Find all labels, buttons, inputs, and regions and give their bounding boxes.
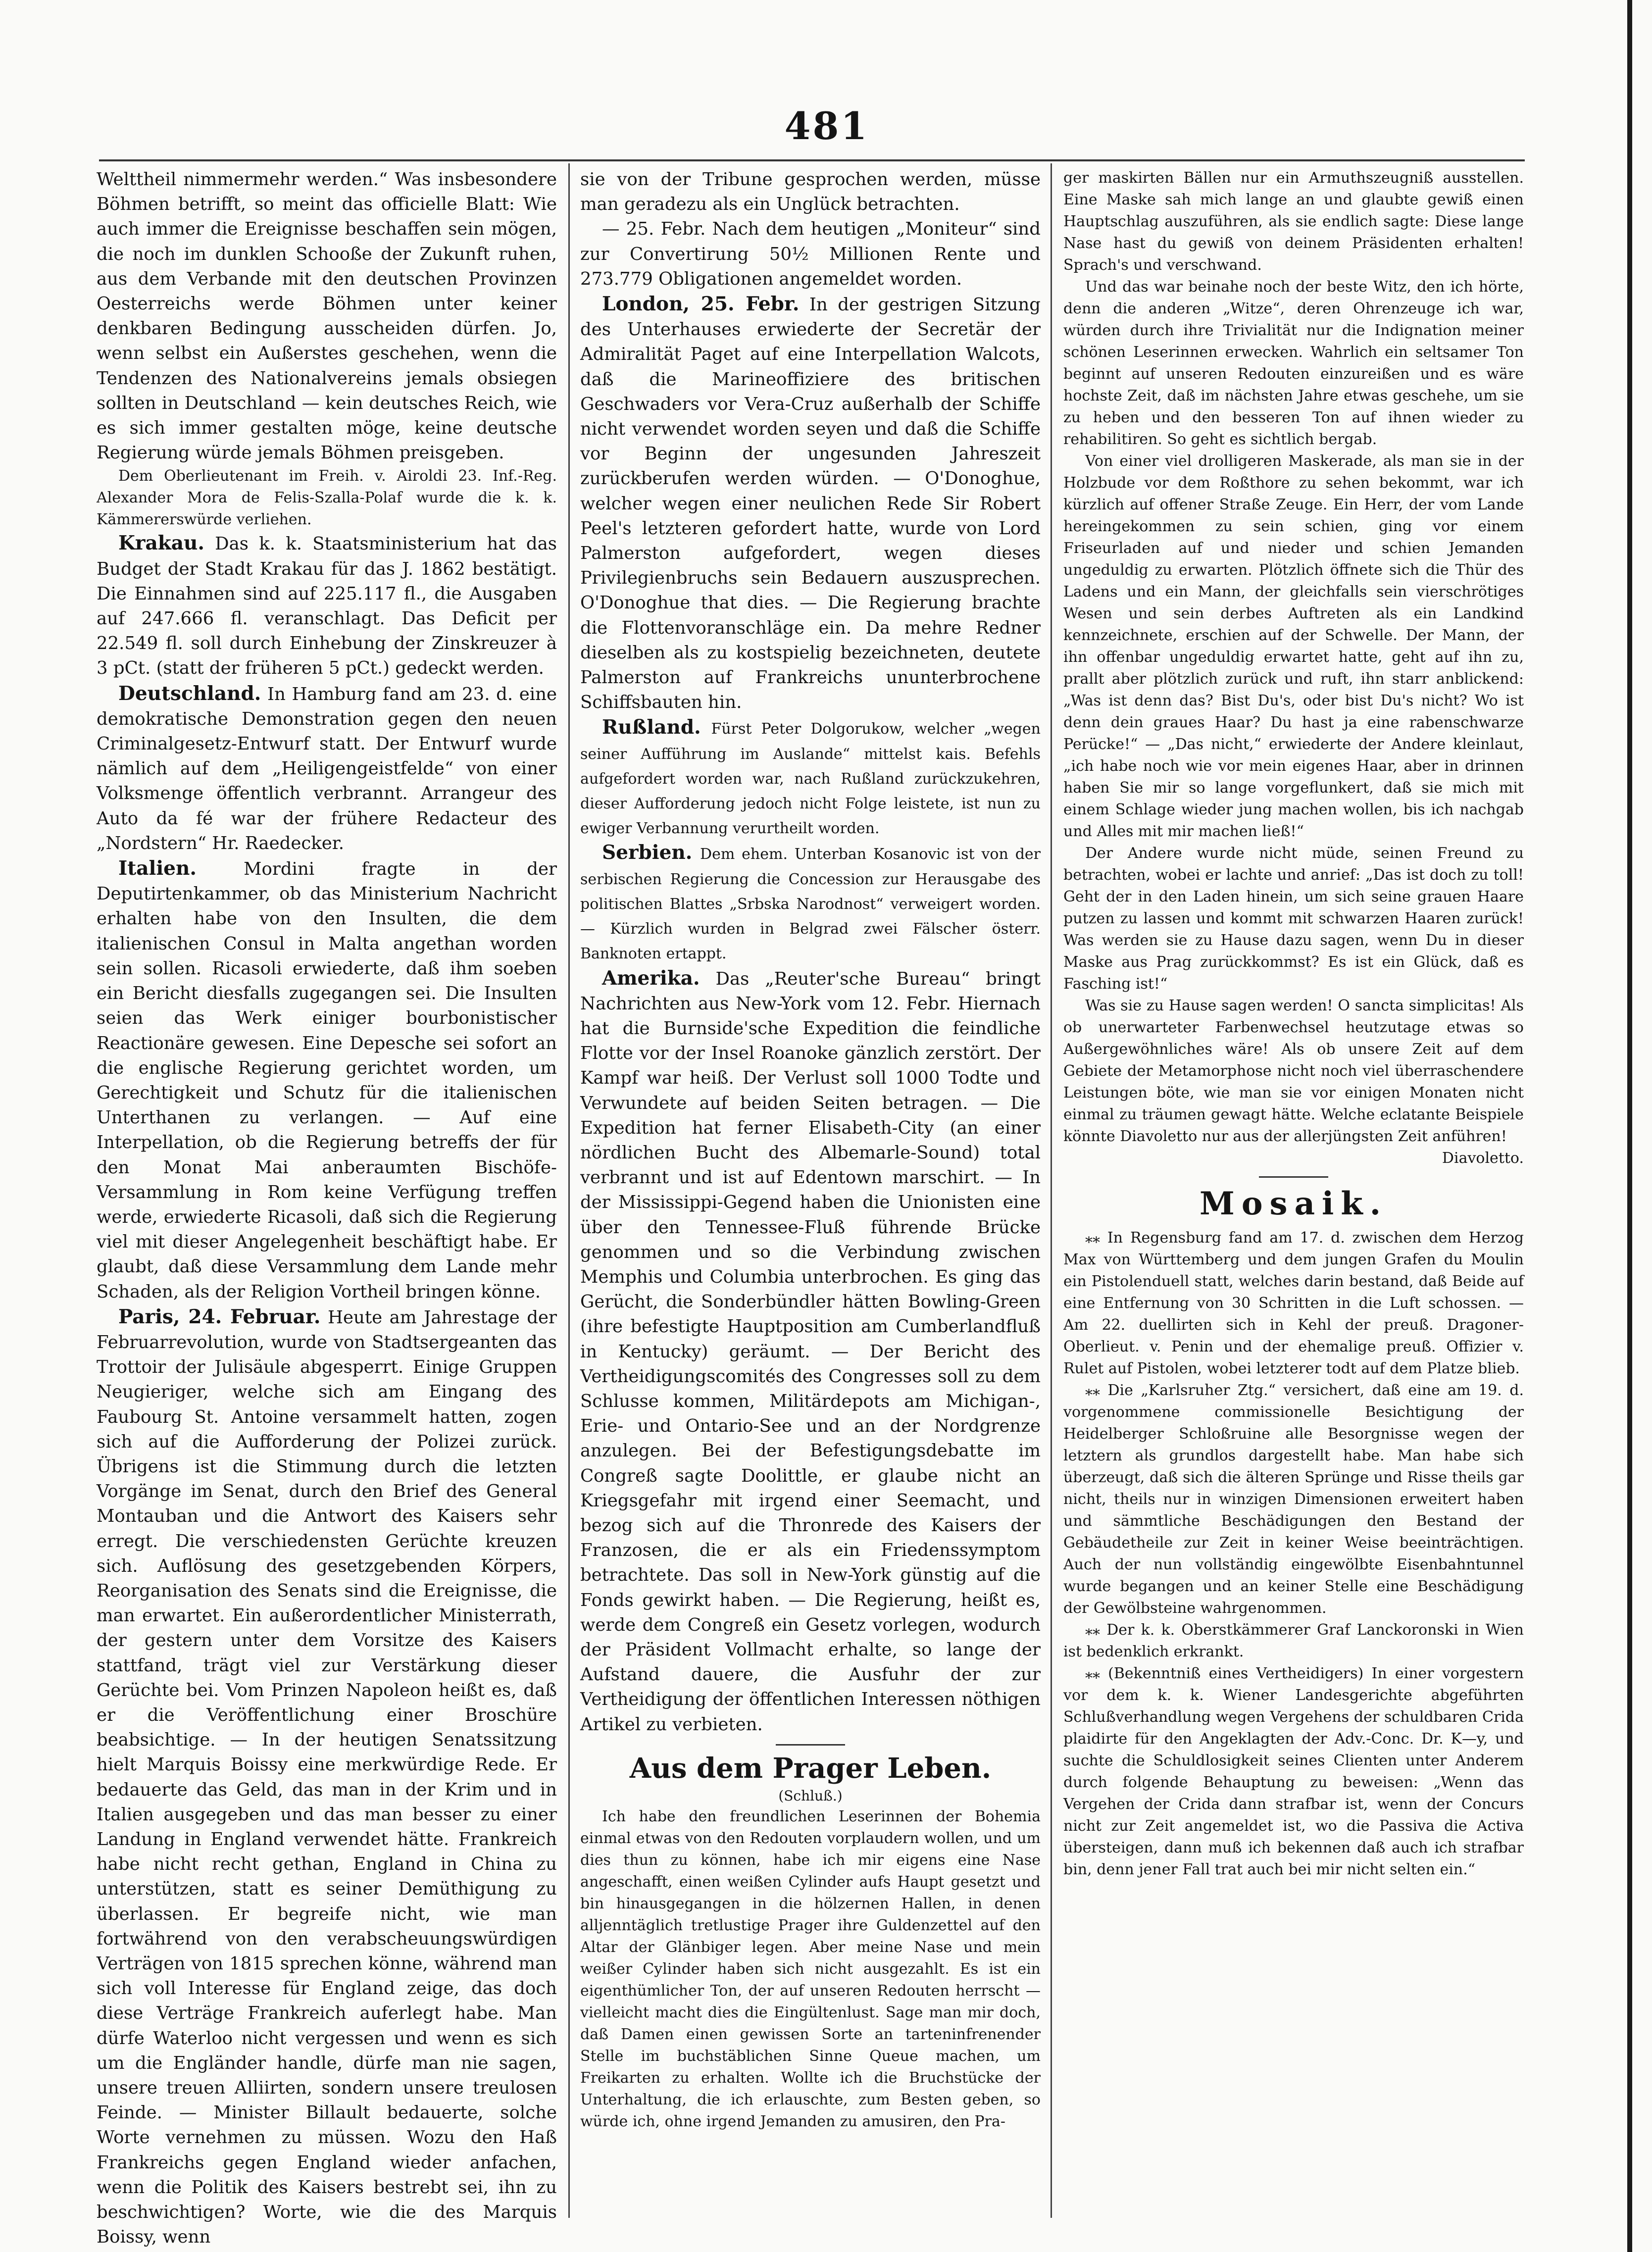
article-russland — [580, 715, 1041, 840]
article-text: Dem ehem. Unterban Kosanovic ist von der serbischen Regierung die Concession zur Herausgabe des politischen Blattes „Srbska Narodnost“ verweigert worden. — Kürzlich wurden in Belgrad zwei Fälscher österr. Banknoten ertappt. — [580, 846, 1041, 963]
article-serbien — [580, 840, 1041, 965]
section-heading: Krakau. — [118, 532, 204, 555]
feuilleton-text: Ich habe den freundlichen Leserinnen der Bohemia einmal etwas von den Redouten vorplaudern wollen, und um dies thun zu können, habe ich mir eigens eine Nase angeschafft, einen weißen Cylinder aufs Haupt gesetzt und bin hinausgegangen in die hölzernen Hallen, in denen alljenntäglich tretlustige Prager ihre Guldenzettel auf den Altar der Glänbiger legen. Aber meine Nase und mein weißer Cylinder haben sich nicht ausgezahlt. Es ist ein eigenthümlicher Ton, der auf unseren Redouten herrscht — vielleicht macht dies die Eingültenlust. Sage man mir doch, daß Damen einen gewissen Sorte an tarteninfrenender Stelle im buchstäblichen Sinne Queue machen, um Freikarten zu erhalten. Wollte ich die Bruchstücke der Unterhaltung, die ich erlauschte, zum Besten geben, so würde ich, ohne irgend Jemanden zu amusiren, den Pra- — [580, 1807, 1041, 2130]
article-text: Mordini fragte in der Deputirtenkammer, ob das Ministerium Nachricht erhalten habe von den Insulten, die dem italienischen Consul in Malta angethan worden sein sollen. Ricasoli erwiederte, daß ihm soeben ein Bericht diesfalls zugegangen sei. Die Insulten seien das Werk einiger bourbonistischer Reactionäre gewesen. Eine Depesche sei sofort an die englische Regierung gerichtet worden, um Gerechtigkeit und Schutz für die italienischen Unterthanen zu verlangen. — Auf eine Interpellation, ob die Regierung betreffs der für den Monat Mai anberaumten Bischöfe-Versammlung in Rom keine Verfügung treffen werde, erwiederte Ricasoli, daß sich die Regierung viel mit dieser Angelegenheit beschäftigt habe. Er glaubt, daß diese Versammlung dem Lande mehr Schaden, als der Religion Vortheil bringen könne. — [97, 859, 557, 1302]
separator-rule — [1259, 1176, 1328, 1178]
feuilleton-text: Und das war beinahe noch der beste Witz, den ich hörte, denn die anderen „Witze“, deren Ohrenzeuge ich war, würden durch ihre Trivialität nur die Indignation meiner schönen Leserinnen erwecken. Wahrlich ein seltsamer Ton beginnt auf unseren Redouten einzureißen und es wäre hochste Zeit, daß im nächsten Jahre etwas geschehe, um sie zu heben und den besseren Ton auf ihnen wieder zu rehabilitiren. So geht es sichtlich bergab. — [1063, 278, 1524, 448]
article-text: Das „Reuter'sche Bureau“ bringt Nachrichten aus New-York vom 12. Febr. Hiernach hat die Burnside'sche Expedition die feindliche Flotte vor der Insel Roanoke gänzlich zerstört. Der Kampf war heiß. Der Verlust soll 1000 Todte und Verwundete auf beiden Seiten betragen. — Die Expedition hat ferner Elisabeth-City (an einer nördlichen Bucht des Albemarle-Sound) total verbrannt und ist auf Edentown marschirt. — In der Mississippi-Gegend haben die Unionisten eine über den Tennessee-Fluß führende Brücke genommen und so die Verbindung zwischen Memphis und Columbia unterbrochen. Es ging das Gerücht, die Sonderbündler hätten Bowling-Green (ihre befestigte Hauptposition am Cumberlandfluß in Kentucky) geräumt. — Der Bericht des Vertheidigungscomités des Congresses soll zu dem Schlusse kommen, Militärdepots am Michigan-, Erie- und Ontario-See und an der Nordgrenze anzulegen. Bei der Befestigungsdebatte im Congreß sagte Doolittle, er glaube nicht an Kriegsgefahr mit irgend einer Seemacht, und bezog sich auf die Thronrede des Kaisers der Franzosen, die er als ein Friedenssymptom betrachtete. Das soll in New-York günstig auf die Fonds gewirkt haben. — Die Regierung, heißt es, werde dem Congreß ein Gesetz vorlegen, wodurch der Präsident Vollmacht erhalte, so lange der Aufstand dauere, die Ausfuhr der zur Vertheidigung der öffentlichen Interessen nöthigen Artikel zu verbieten. — [580, 968, 1041, 1735]
feuilleton-text: Was sie zu Hause sagen werden! O sancta simplicitas! Als ob unerwarteter Farbenwechsel heutzutage etwas so Außergewöhnliches wäre! Als ob unsere Zeit auf dem Gebiete der Metamorphose nicht noch viel überraschendere Leistungen böte, wie man sie vor einigen Monaten nicht einmal zu träumen gewagt hätte. Welche eclatante Beispiele könnte Diavoletto nur aus der allerjüngsten Zeit anführen! — [1063, 997, 1524, 1145]
article-text: Das k. k. Staatsministerium hat das Budget der Stadt Krakau für das J. 1862 bestätigt. Die Einnahmen sind auf 225.117 fl., die Ausgaben auf 247.666 fl. veranschlagt. Das Deficit per 22.549 fl. soll durch Einhebung der Zinskreuzer à 3 pCt. (statt der früheren 5 pCt.) gedeckt werden. — [97, 534, 557, 679]
section-heading: Paris, 24. Februar. — [118, 1305, 321, 1328]
mosaik-item: ⁎⁎ In Regensburg fand am 17. d. zwischen dem Herzog Max von Württemberg und dem jungen Grafen du Moulin ein Pistolenduell statt, welches darin bestand, daß Beide auf eine Entfernung von 30 Schritten in die Luft schossen. — Am 22. duellirten sich in Kehl der preuß. Dragoner-Oberlieut. v. Penin und der ehemalige preuß. Offizier v. Rulet auf Pistolen, wobei letzterer todt auf dem Platze blieb. — [1063, 1229, 1524, 1377]
mosaik-item: ⁎⁎ (Bekenntniß eines Vertheidigers) In einer vorgestern vor dem k. k. Wiener Landesgerichte abgeführten Schlußverhandlung wegen Vergehens der schuldbaren Crida plaidirte für den Angeklagten der Adv.-Conc. Dr. K—y, und suchte die Schuldlosigkeit seines Clienten unter Anderem durch folgende Behauptung zu beweisen: „Wenn das Vergehen der Crida dann strafbar ist, wenn der Concurs nicht zur Zeit angemeldet ist, wo die Passiva die Activa übersteigen, dann muß ich bekennen daß auch ich strafbar bin, denn jener Fall trat auch bei mir nicht selten ein.“ — [1063, 1665, 1524, 1878]
mosaik-item: ⁎⁎ Der k. k. Oberstkämmerer Graf Lanckoronski in Wien ist bedenklich erkrankt. — [1063, 1621, 1524, 1660]
section-heading: Rußland. — [602, 716, 701, 739]
article-text: Heute am Jahrestage der Februarrevolution, wurde von Stadtsergeanten das Trottoir der Julisäule abgesperrt. Einige Gruppen Neugieriger, welche sich am Eingang des Faubourg St. Antoine versammelt hatten, zogen sich auf die Aufforderung der Polizei zurück. Übrigens ist die Stimmung durch die letzten Vorgänge im Senat, durch den Brief des General Montauban und die Antwort des Kaisers sehr erregt. Die verschiedensten Gerüchte kreuzen sich. Auflösung des gesetzgebenden Körpers, Reorganisation des Senats sind die Ereignisse, die man erwartet. Ein außerordentlicher Ministerrath, der gestern unter dem Vorsitze des Kaisers stattfand, trägt viel zur Verstärkung dieser Gerüchte bei. Vom Prinzen Napoleon heißt es, daß er die Veröffentlichung einer Broschüre beabsichtige. — In der heutigen Senatssitzung hielt Marquis Boissy eine merkwürdige Rede. Er bedauerte das Geld, das man in der Krim und in Italien ausgegeben und das man besser zu einer Landung in England verwendet hätte. Frankreich habe nicht recht gethan, England in China zu unterstützen, statt es seiner Demüthigung zu überlassen. Er begreife nicht, wie man fortwährend von den verabscheuungswürdigen Verträgen von 1815 sprechen könne, während man sich voll Interesse für England zeige, das doch diese Verträge Frankreich auferlegt habe. Man dürfe Waterloo nicht vergessen und wenn es sich um die Engländer handle, dürfe man nie sagen, unsere treuen Alliirten, sondern unsere treulosen Feinde. — Minister Billault bedauerte, solche Worte vernehmen zu müssen. Wozu den Haß Frankreichs gegen England wieder anfachen, wenn die Politik des Kaisers bestrebt sei, ihn zu beschwichtigen? Worte, wie die des Marquis Boissy, wenn — [97, 1307, 557, 2248]
article-deutschland — [97, 681, 557, 856]
author-signature: Diavoletto. — [1442, 1150, 1524, 1167]
feuilleton-text: Der Andere wurde nicht müde, seinen Freund zu betrachten, wobei er lachte und anrief: „Das ist doch zu toll! Geht der in den Laden hinein, um sich seine grauen Haare putzen zu lassen und kommt mit schwarzen Haaren zurück! Was werden sie zu Hause dazu sagen, wenn Du in dieser Maske aus Prag zurückkommst? Es ist ein Glück, daß es Fasching ist!“ — [1063, 845, 1524, 993]
feuilleton-subtitle: (Schluß.) — [778, 1787, 843, 1804]
page-number: 481 — [784, 104, 869, 148]
article-amerika — [580, 966, 1041, 1737]
column-3 — [1063, 167, 1524, 2212]
section-heading: Italien. — [118, 857, 197, 880]
article-text: In der gestrigen Sitzung des Unterhauses erwiederte der Secretär der Admiralität Paget auf eine Interpellation Walcots, daß die Marineoffiziere des britischen Geschwaders vor Vera-Cruz außerhalb der Schiffe nicht verwendet worden seyen und daß die Schiffe vor Beginn der ungesunden Jahreszeit zurückberufen werden würden. — O'Donoghue, welcher wegen einer neulichen Rede Sir Robert Peel's letzteren gefordert hatte, wurde von Lord Palmerston aufgefordert, wegen dieses Privilegienbruchs sein Bedauern auszusprechen. O'Donoghue that dies. — Die Regierung brachte die Flottenvoranschläge ein. Da mehre Redner dieselben als zu kostspielig bezeichneten, deutete Palmerston auf Frankreichs ununterbrochene Schiffsbauten hin. — [580, 295, 1041, 713]
feuilleton-text: Von einer viel drolligeren Maskerade, als man sie in der Holzbude vor dem Roßthore zu sehen bekommt, war ich kürzlich auf offener Straße Zeuge. Ein Herr, der vom Lande hereingekommen zu sein schien, ging vor einem Friseurladen auf und nieder und schien Jemanden ungeduldig zu erwarten. Plötzlich öffnete sich die Thür des Ladens und ein Mann, der gleichfalls sein vierschrötiges Wesen und sein derbes Auftreten als ein Landkind kennzeichnete, erschien auf der Schwelle. Der Mann, der ihn offenbar ungeduldig erwartet hatte, geht auf ihn zu, prallt aber plötzlich zurück und ruft, ihn starr anblickend: „Was ist denn das? Bist Du's, oder bist Du's nicht? Wo ist denn dein graues Haar? Du hast ja eine rabenschwarze Perücke!“ — „Das nicht,“ erwiederte der Andere kleinlaut, „ich habe noch wie vor mein eigenes Haar, aber in drinnen haben Sie mir so lange vorgeflunkert, daß sie mich mit einem Schlage wieder jung machen wollen, bis ich nachgab und Alles mit mir machen ließ!“ — [1063, 452, 1524, 840]
mosaik-item: ⁎⁎ Die „Karlsruher Ztg.“ versichert, daß eine am 19. d. vorgenommene commissionelle Besichtigung der Heidelberger Schloßruine alle Besorgnisse wegen der letztern als grundlos dargestellt habe. Man habe sich überzeugt, daß sich die älteren Sprünge und Risse theils gar nicht, theils nur in winzigen Dimensionen erweitert haben und sämmtliche Beschädigungen den Bestand der Gebäudetheile zur Zeit in keiner Weise beeinträchtigen. Auch der nun vollständig eingewölbte Eisenbahntunnel wurde begangen und an keiner Stelle eine Beschädigung der Gewölbsteine wahrgenommen. — [1063, 1382, 1524, 1617]
article-text: Dem Oberlieutenant im Freih. v. Airoldi 23. Inf.-Reg. Alexander Mora de Felis-Szalla-Polaf wurde die k. k. Kämmererswürde verliehen. — [97, 467, 557, 529]
article-text: Fürst Peter Dolgorukow, welcher „wegen seiner Aufführung im Auslande“ mittelst kais. Befehls aufgefordert worden war, nach Rußland zurückzukehren, dieser Aufforderung jedoch nicht Folge leistete, ist nun zu ewiger Verbannung verurtheilt worden. — [580, 720, 1041, 838]
article-text: In Hamburg fand am 23. d. eine demokratische Demonstration gegen den neuen Criminalgesetz-Entwurf statt. Der Entwurf wurde nämlich auf dem „Heiligengeistfelde“ von einer Volksmenge öffentlich verbrannt. Arrangeur des Auto da fé war der frühere Redacteur des „Nordstern“ Hr. Raedecker. — [97, 684, 557, 853]
column-1 — [97, 167, 557, 2248]
feuilleton-text: ger maskirten Bällen nur ein Armuthszeugniß ausstellen. Eine Maske sah mich lange an und glaubte gewiß einen Hauptschlag auszuführen, als sie endlich sagte: Diese lange Nase hast du gewiß von deinem Präsidenten erhalten! Sprach's und verschwand. — [1063, 169, 1524, 274]
page-edge-shadow — [1627, 0, 1632, 2252]
article-text: sie von der Tribune gesprochen werden, müsse man geradezu als ein Unglück betrachten. — [580, 169, 1041, 215]
feuilleton-title: Aus dem Prager Leben. — [629, 1752, 992, 1785]
header-rule — [99, 159, 1525, 161]
article-paris — [97, 1304, 557, 2250]
article-text: Welttheil nimmermehr werden.“ Was insbesondere Böhmen betrifft, so meint das officielle Blatt: Wie auch immer die Ereignisse beschaffen sein mögen, die noch im dunklen Schooße der Zukunft ruhen, aus dem Verbande mit den deutschen Provinzen Oesterreichs werde Böhmen unter keiner denkbaren Bedingung ausscheiden dürfen. Jo, wenn selbst ein Außerstes geschehen, wenn die Tendenzen des Nationalvereins jemals obsiegen sollten in Deutschland — kein deutsches Reich, wie es sich immer gestalten möge, keine deutsche Regierung würde jemals Böhmen preisgeben. — [97, 169, 557, 463]
mosaik-title: Mosaik. — [1200, 1185, 1388, 1222]
article-krakau — [97, 531, 557, 681]
column-divider-1 — [568, 163, 570, 2218]
column-divider-2 — [1051, 163, 1052, 2218]
section-heading: Deutschland. — [118, 682, 261, 705]
section-heading: Serbien. — [602, 841, 693, 864]
article-text: — 25. Febr. Nach dem heutigen „Moniteur“ sind zur Convertirung 50½ Millionen Rente und 273.779 Obligationen angemeldet worden. — [580, 219, 1041, 289]
article-london — [580, 292, 1041, 715]
column-2 — [580, 167, 1041, 2212]
separator-rule — [776, 1744, 845, 1746]
section-heading: London, 25. Febr. — [602, 293, 800, 316]
article-italien — [97, 856, 557, 1304]
section-heading: Amerika. — [602, 966, 700, 990]
